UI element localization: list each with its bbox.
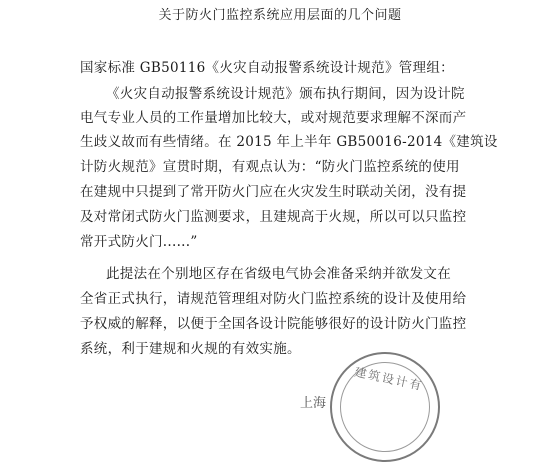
paragraph1-line-5: 在建规中只提到了常开防火门应在火灾发生时联动关闭，没有提	[80, 184, 467, 200]
paragraph2-line-1: 此提法在个别地区存在省级电气协会准备采纳并欲发文在	[106, 266, 451, 282]
paragraph1-line-3: 生歧义故而有些情绪。在 2015 年上半年 GB50016-2014《建筑设	[80, 134, 498, 150]
paragraph1-line-4: 计防火规范》宣贯时期，有观点认为：“防火门监控系统的使用	[80, 159, 460, 175]
addressee-line: 国家标准 GB50116《火灾自动报警系统设计规范》管理组：	[80, 60, 454, 76]
footer-partial-text: 上海	[300, 396, 327, 411]
paragraph2-line-2: 全省正式执行，请规范管理组对防火门监控系统的设计及使用给	[80, 291, 467, 307]
paragraph1-line-2: 电气专业人员的工作量增加比较大，或对规范要求理解不深而产	[80, 110, 467, 126]
document-title: 关于防火门监控系统应用层面的几个问题	[158, 8, 402, 23]
paragraph1-line-1: 《火灾自动报警系统设计规范》颁布执行期间，因为设计院	[106, 86, 465, 102]
paragraph2-line-3: 予权威的解释，以便于全国各设计院能够很好的设计防火门监控	[80, 316, 467, 332]
official-seal	[330, 352, 440, 462]
seal-text: 建筑设计有	[353, 364, 425, 394]
paragraph1-line-7: 常开式防火门......”	[80, 234, 198, 250]
paragraph2-line-4: 系统，利于建规和火规的有效实施。	[80, 341, 301, 357]
paragraph1-line-6: 及对常闭式防火门监测要求，且建规高于火规，所以可以只监控	[80, 209, 467, 225]
